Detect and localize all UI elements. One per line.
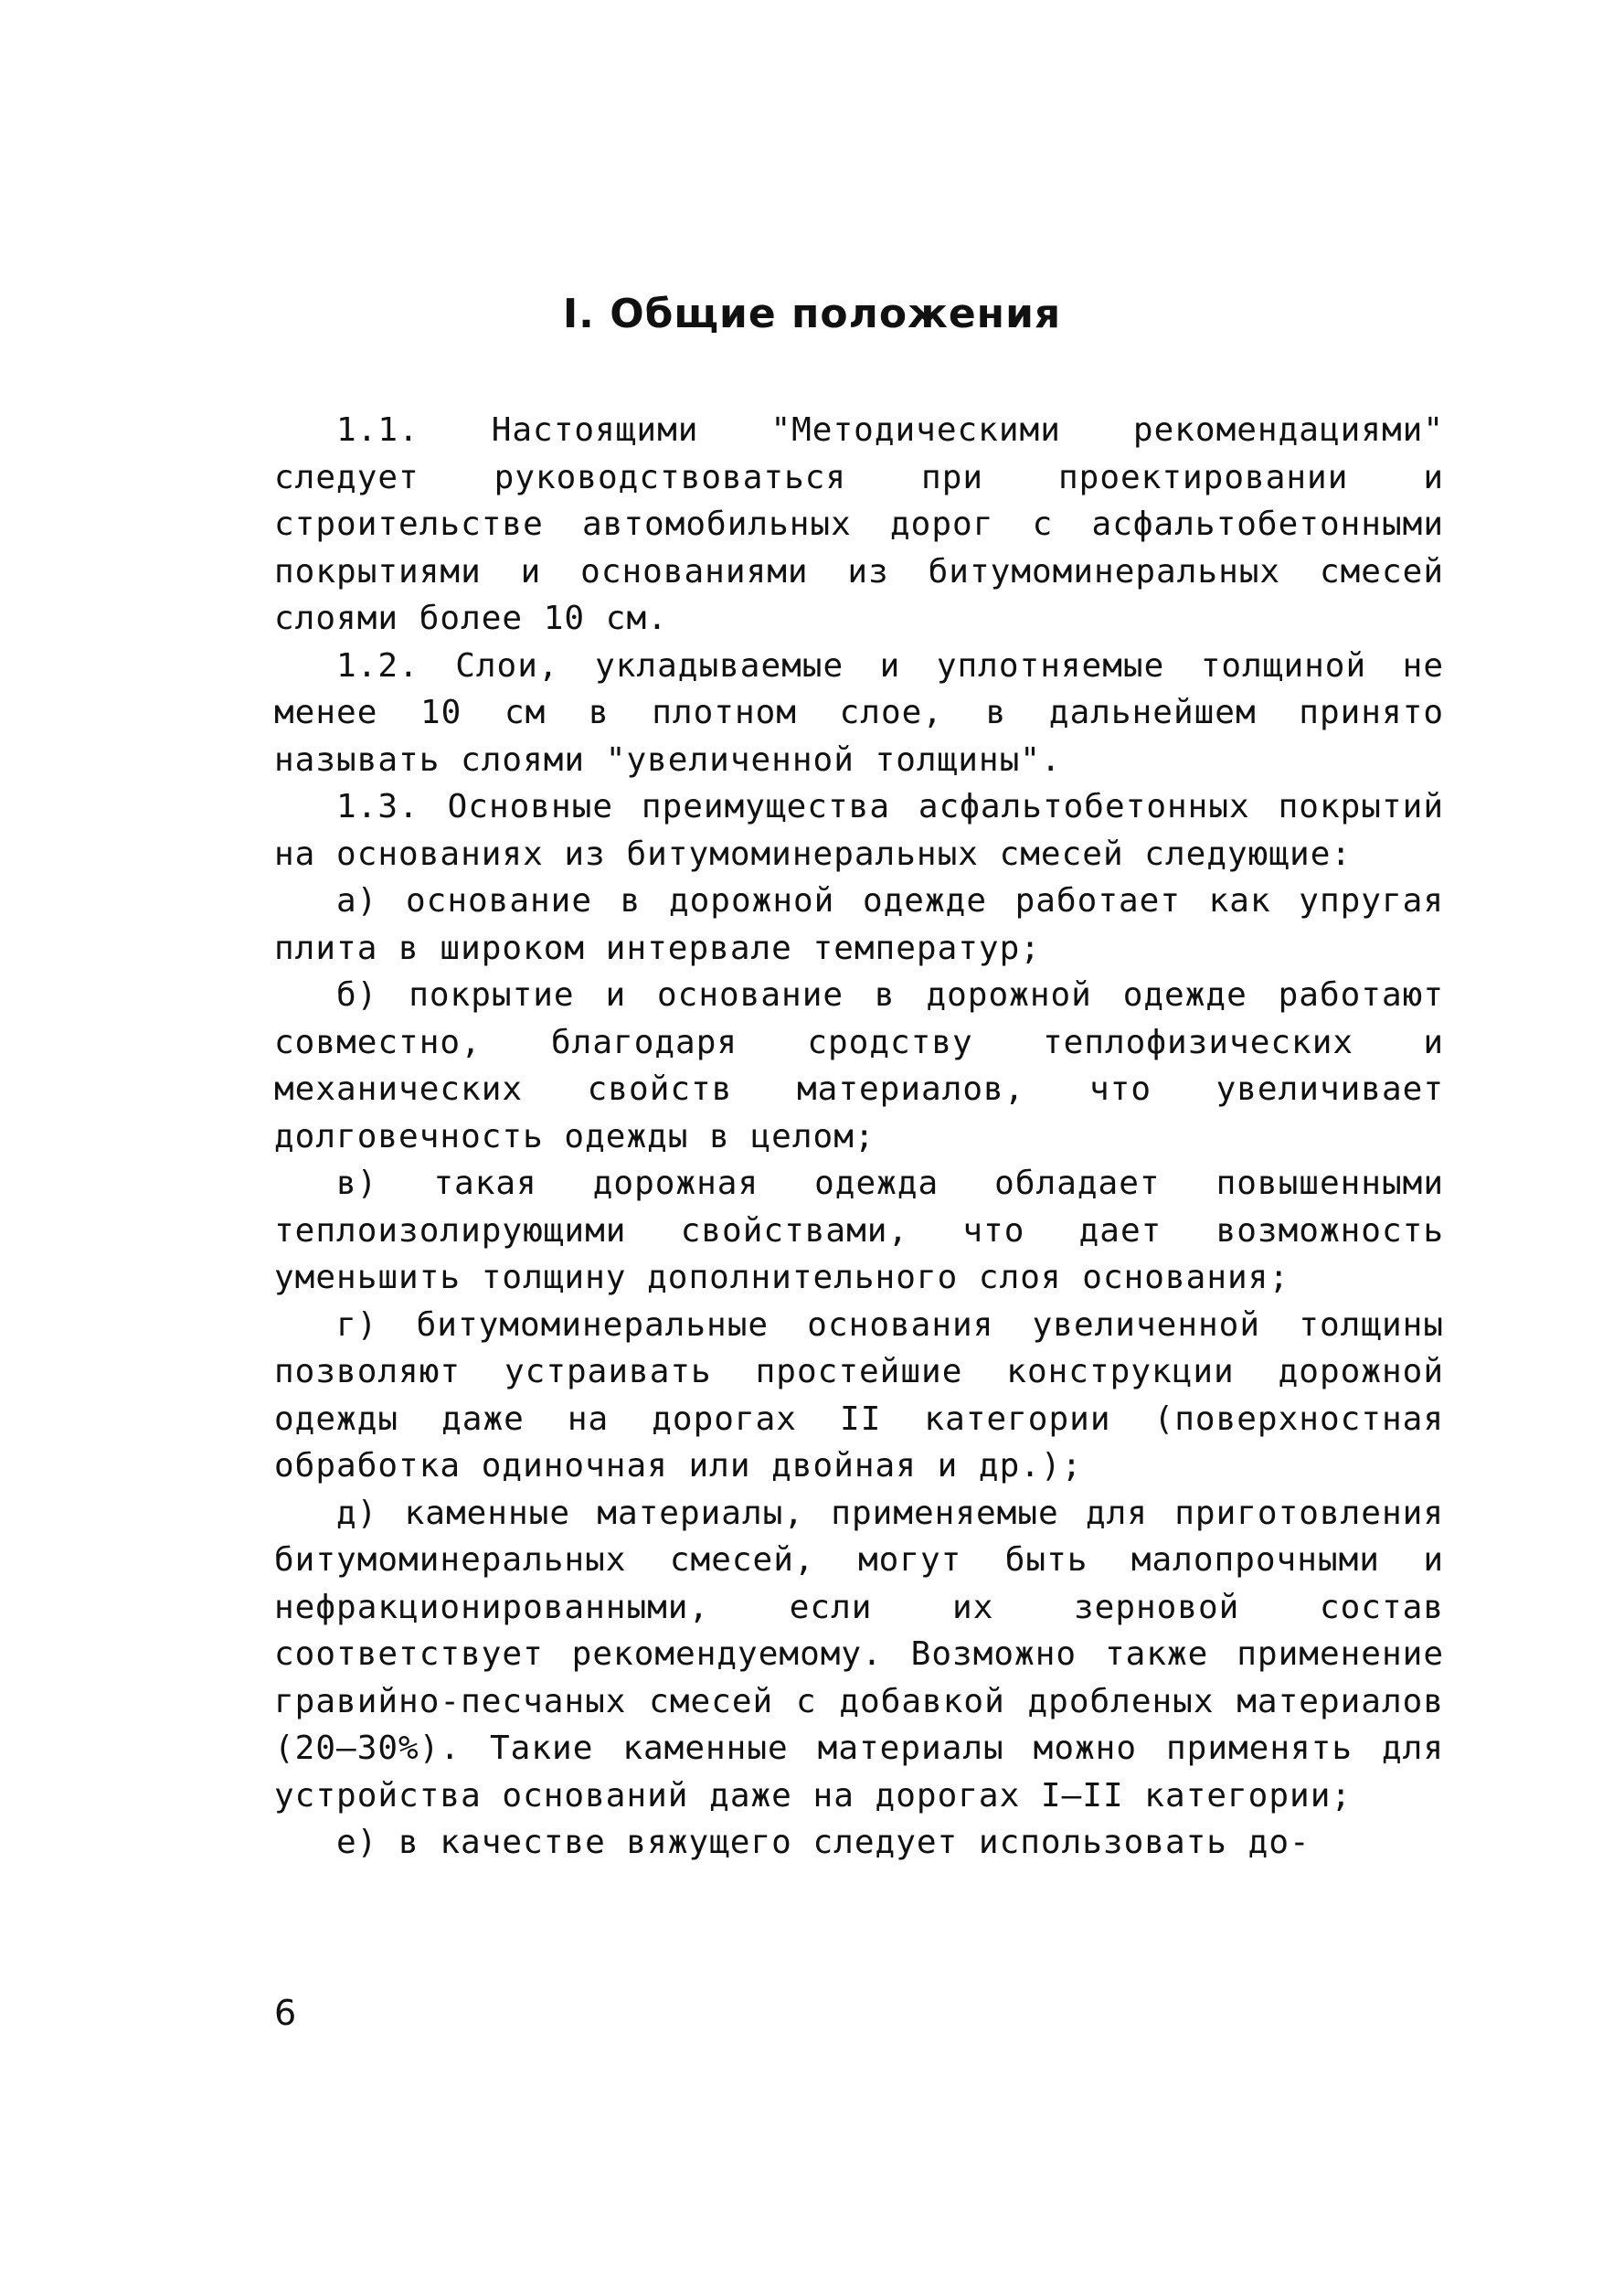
list-item-d: д) каменные материалы, применяемые для приготовления битумоминеральных смесей, могут быть малопрочными и нефракционированными, если их зерновой состав соответствует рекомендуемому. Возможно также применение гравийно-песчаных смесей с добавкой дробленых материалов (20–30%). Такие каменные материалы можно применять для устройства оснований даже на дорогах I–II категории; bbox=[274, 1494, 1444, 1815]
body-text bbox=[274, 407, 1444, 1867]
list-item-v: в) такая дорожная одежда обладает повышенными теплоизолирующими свойствами, что дает возможность уменьшить толщину дополнительного слоя основания; bbox=[274, 1165, 1444, 1296]
paragraph-1-3: 1.3. Основные преимущества асфальтобетонных покрытий на основаниях из битумоминеральных смесей следующие: bbox=[274, 788, 1444, 873]
list-item-a: а) основание в дорожной одежде работает как упругая плита в широком интервале температур; bbox=[274, 882, 1444, 967]
page-number: 6 bbox=[274, 1993, 297, 2033]
list-item-b: б) покрытие и основание в дорожной одежде работают совместно, благодаря сродству теплофизических и механических свойств материалов, что увеличивает долговечность одежды в целом; bbox=[274, 976, 1444, 1155]
paragraph-1-2: 1.2. Слои, укладываемые и уплотняемые толщиной не менее 10 см в плотном слое, в дальнейшем принято называть слоями "увеличенной толщины". bbox=[274, 646, 1444, 779]
list-item-e: е) в качестве вяжущего следует использовать до- bbox=[336, 1824, 1311, 1861]
section-heading: I. Общие положения bbox=[562, 291, 1062, 337]
paragraph-1-1: 1.1. Настоящими "Методическими рекомендациями" следует руководствоваться при проектировании и строительстве автомобильных дорог с асфальтобетонными покрытиями и основаниями из битумоминеральных смесей слоями более 10 см. bbox=[274, 411, 1444, 637]
list-item-g: г) битумоминеральные основания увеличенной толщины позволяют устраивать простейшие конструкции дорожной одежды даже на дорогах II категории (поверхностная обработка одиночная или двойная и др.); bbox=[274, 1305, 1444, 1485]
